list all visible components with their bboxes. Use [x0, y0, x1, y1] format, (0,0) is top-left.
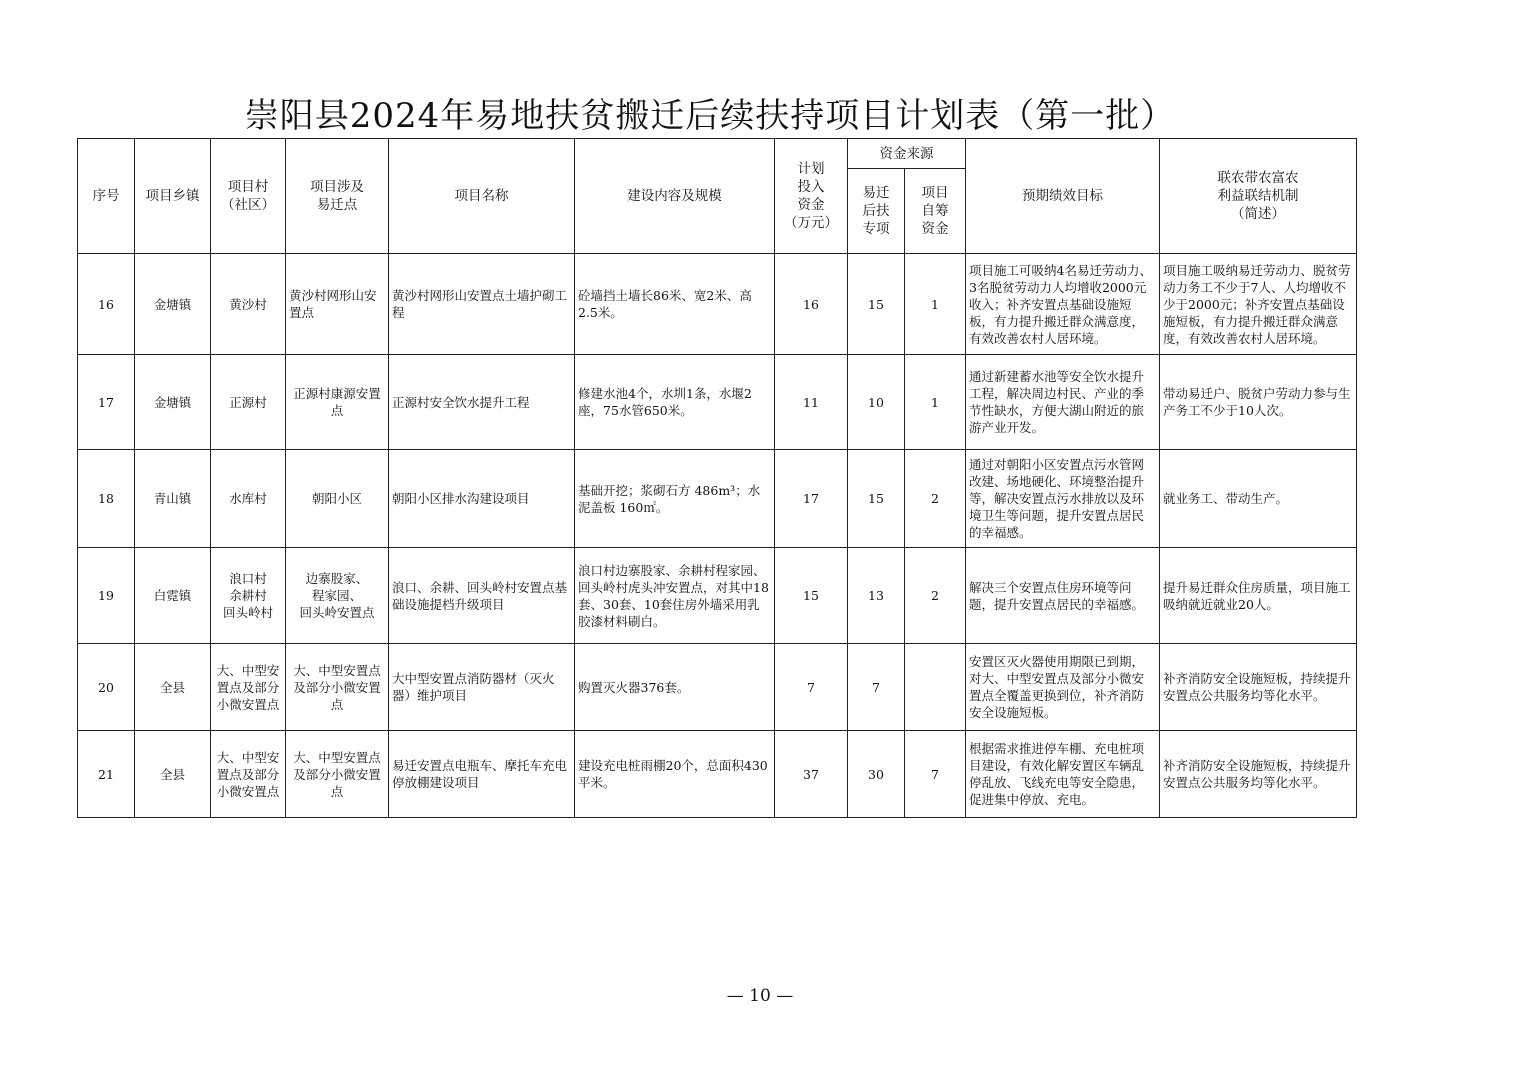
header-self-funds: 项目 自筹 资金 — [905, 169, 966, 254]
cell-target: 通过对朝阳小区安置点污水管网改建、场地硬化、环境整治提升等，解决安置点污水排放以及环境卫生等问题，提升安置点居民的幸福感。 — [966, 450, 1160, 548]
cell-special-funds: 15 — [848, 450, 905, 548]
cell-site: 黄沙村网形山安置点 — [286, 254, 389, 355]
cell-township: 金塘镇 — [135, 254, 211, 355]
cell-special-funds: 15 — [848, 254, 905, 355]
cell-village: 水库村 — [211, 450, 286, 548]
cell-special-funds: 13 — [848, 548, 905, 644]
cell-mechanism: 带动易迁户、脱贫户劳动力参与生产务工不少于10人次。 — [1160, 355, 1357, 450]
cell-township: 白霓镇 — [135, 548, 211, 644]
cell-target: 安置区灭火器使用期限已到期，对大、中型安置点及部分小微安置点全覆盖更换到位，补齐消防安全设施短板。 — [966, 644, 1160, 731]
table-row — [78, 450, 1357, 548]
table-row — [78, 254, 1357, 355]
cell-mechanism: 就业务工、带动生产。 — [1160, 450, 1357, 548]
cell-site: 朝阳小区 — [286, 450, 389, 548]
header-mechanism: 联农带农富农 利益联结机制 （简述） — [1160, 139, 1357, 254]
cell-target: 根据需求推进停车棚、充电桩项目建设，有效化解安置区车辆乱停乱放、飞线充电等安全隐患，促进集中停放、充电。 — [966, 731, 1160, 818]
header-township: 项目乡镇 — [135, 139, 211, 254]
cell-village: 大、中型安置点及部分小微安置点 — [211, 731, 286, 818]
cell-village: 黄沙村 — [211, 254, 286, 355]
cell-content: 修建水池4个，水圳1条，水堰2座，75水管650米。 — [575, 355, 775, 450]
cell-village: 正源村 — [211, 355, 286, 450]
cell-project-name: 黄沙村网形山安置点土墙护砌工程 — [389, 254, 575, 355]
cell-seq: 18 — [78, 450, 135, 548]
cell-mechanism: 补齐消防安全设施短板，持续提升安置点公共服务均等化水平。 — [1160, 731, 1357, 818]
cell-township: 金塘镇 — [135, 355, 211, 450]
cell-seq: 16 — [78, 254, 135, 355]
cell-mechanism: 补齐消防安全设施短板，持续提升安置点公共服务均等化水平。 — [1160, 644, 1357, 731]
project-plan-table — [77, 138, 1357, 818]
cell-planned-funds: 11 — [775, 355, 848, 450]
table-row — [78, 644, 1357, 731]
cell-special-funds: 30 — [848, 731, 905, 818]
page-title: 崇阳县2024年易地扶贫搬迁后续扶持项目计划表（第一批） — [244, 96, 1176, 136]
cell-mechanism: 项目施工吸纳易迁劳动力、脱贫劳动力务工不少于7人、人均增收不少于2000元；补齐安置点基础设施短板，有力提升搬迁群众满意度，有效改善农村人居环境。 — [1160, 254, 1357, 355]
cell-planned-funds: 15 — [775, 548, 848, 644]
cell-content: 砼墙挡土墙长86米、宽2米、高2.5米。 — [575, 254, 775, 355]
cell-seq: 19 — [78, 548, 135, 644]
cell-village: 浪口村 余耕村 回头岭村 — [211, 548, 286, 644]
cell-planned-funds: 16 — [775, 254, 848, 355]
cell-planned-funds: 7 — [775, 644, 848, 731]
header-funding-source: 资金来源 — [848, 139, 966, 169]
cell-target: 项目施工可吸纳4名易迁劳动力、3名脱贫劳动力人均增收2000元收入；补齐安置点基础设施短板，有力提升搬迁群众满意度，有效改善农村人居环境。 — [966, 254, 1160, 355]
cell-project-name: 正源村安全饮水提升工程 — [389, 355, 575, 450]
cell-target: 解决三个安置点住房环境等问题，提升安置点居民的幸福感。 — [966, 548, 1160, 644]
cell-project-name: 浪口、余耕、回头岭村安置点基础设施提档升级项目 — [389, 548, 575, 644]
cell-site: 边寨股家、 程家园、 回头岭安置点 — [286, 548, 389, 644]
cell-self-funds — [905, 644, 966, 731]
header-row-top — [78, 139, 1357, 169]
cell-content: 浪口村边寨股家、余耕村程家园、回头岭村虎头冲安置点，对其中18套、30套、10套住房外墙采用乳胶漆材料刷白。 — [575, 548, 775, 644]
header-project-name: 项目名称 — [389, 139, 575, 254]
cell-special-funds: 10 — [848, 355, 905, 450]
cell-mechanism: 提升易迁群众住房质量，项目施工吸纳就近就业20人。 — [1160, 548, 1357, 644]
cell-site: 正源村康源安置点 — [286, 355, 389, 450]
cell-content: 建设充电桩雨棚20个，总面积430平米。 — [575, 731, 775, 818]
cell-project-name: 朝阳小区排水沟建设项目 — [389, 450, 575, 548]
cell-self-funds: 2 — [905, 450, 966, 548]
header-planned-funds: 计划 投入 资金 （万元） — [775, 139, 848, 254]
cell-village: 大、中型安置点及部分小微安置点 — [211, 644, 286, 731]
cell-site: 大、中型安置点及部分小微安置点 — [286, 731, 389, 818]
table-row — [78, 548, 1357, 644]
cell-seq: 17 — [78, 355, 135, 450]
cell-seq: 21 — [78, 731, 135, 818]
table-row — [78, 355, 1357, 450]
cell-content: 基础开挖；浆砌石方 486m³；水泥盖板 160㎡。 — [575, 450, 775, 548]
cell-project-name: 易迁安置点电瓶车、摩托车充电停放棚建设项目 — [389, 731, 575, 818]
cell-target: 通过新建蓄水池等安全饮水提升工程，解决周边村民、产业的季节性缺水，方便大湖山附近的旅游产业开发。 — [966, 355, 1160, 450]
cell-special-funds: 7 — [848, 644, 905, 731]
header-target: 预期绩效目标 — [966, 139, 1160, 254]
header-village: 项目村 （社区） — [211, 139, 286, 254]
header-special-funds: 易迁 后扶 专项 — [848, 169, 905, 254]
cell-self-funds: 1 — [905, 355, 966, 450]
cell-self-funds: 1 — [905, 254, 966, 355]
header-content: 建设内容及规模 — [575, 139, 775, 254]
page-number: — 10 — — [726, 986, 794, 1006]
cell-planned-funds: 17 — [775, 450, 848, 548]
cell-township: 青山镇 — [135, 450, 211, 548]
cell-content: 购置灭火器376套。 — [575, 644, 775, 731]
cell-township: 全县 — [135, 644, 211, 731]
header-seq: 序号 — [78, 139, 135, 254]
cell-self-funds: 7 — [905, 731, 966, 818]
header-site: 项目涉及 易迁点 — [286, 139, 389, 254]
table-row — [78, 731, 1357, 818]
cell-planned-funds: 37 — [775, 731, 848, 818]
cell-self-funds: 2 — [905, 548, 966, 644]
cell-project-name: 大中型安置点消防器材（灭火器）维护项目 — [389, 644, 575, 731]
cell-seq: 20 — [78, 644, 135, 731]
cell-township: 全县 — [135, 731, 211, 818]
cell-site: 大、中型安置点及部分小微安置点 — [286, 644, 389, 731]
